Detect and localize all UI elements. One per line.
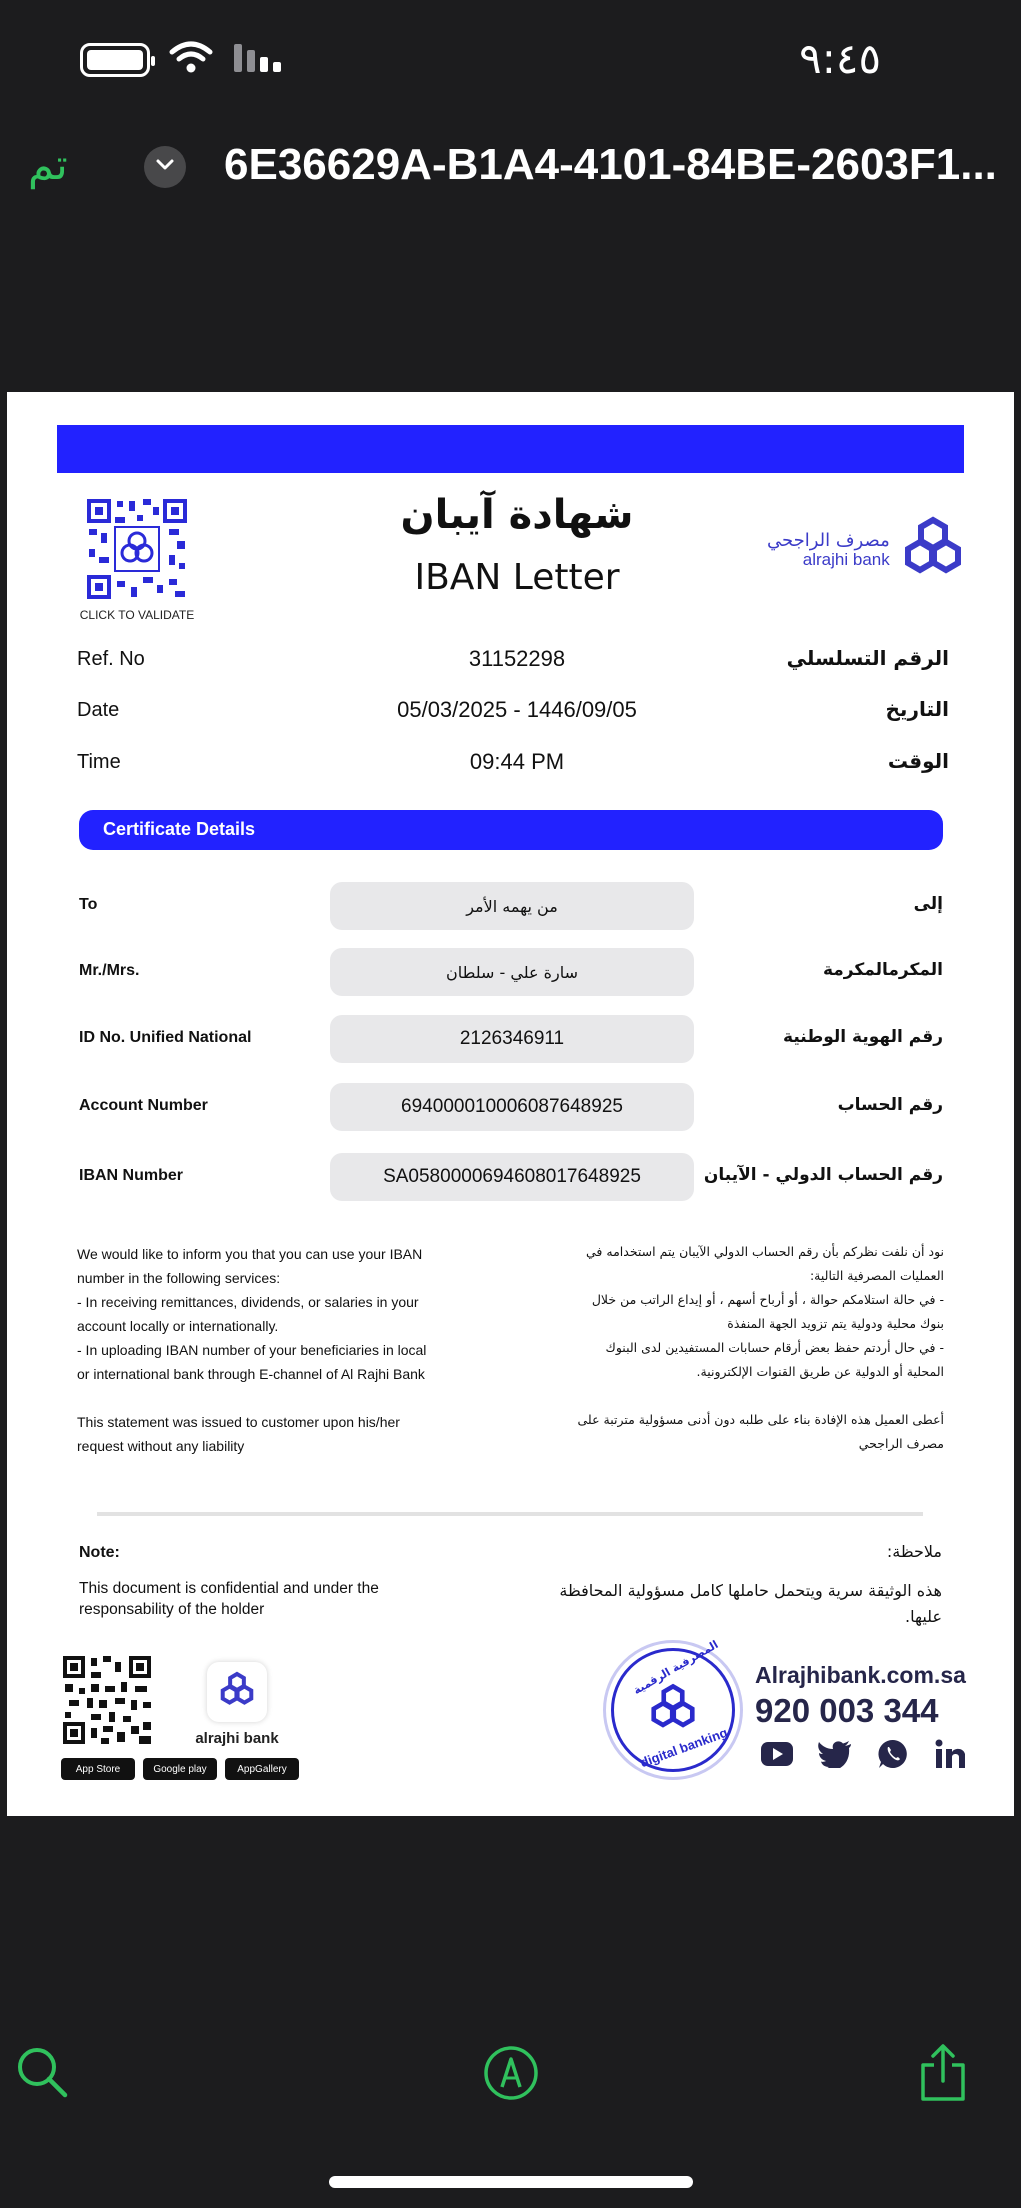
id-label-ar: رقم الهوية الوطنية bbox=[783, 1027, 943, 1047]
app-logo bbox=[207, 1662, 267, 1722]
markup-icon bbox=[483, 2045, 539, 2106]
id-value: 2126346911 bbox=[330, 1015, 694, 1063]
alrajhi-app-icon bbox=[217, 1671, 257, 1714]
date-label-en: Date bbox=[77, 699, 120, 721]
field-row-id bbox=[79, 1015, 943, 1065]
home-indicator[interactable] bbox=[329, 2176, 693, 2188]
twitter-icon bbox=[813, 1736, 857, 1772]
note-text-en: This document is confidential and under the responsability of the holder bbox=[79, 1580, 379, 1618]
to-label-en: To bbox=[79, 896, 98, 913]
info-arabic bbox=[574, 1240, 944, 1456]
alrajhi-logo-icon bbox=[898, 516, 968, 585]
field-row-name bbox=[79, 948, 943, 998]
ref-value: 31152298 bbox=[468, 646, 566, 671]
note-text-ar: هذه الوثيقة سرية ويتحمل حاملها كامل مسؤولية المحافظة عليها. bbox=[559, 1581, 942, 1626]
stamp-bottom-text: digital banking bbox=[638, 1724, 730, 1771]
meta-row-date bbox=[77, 693, 949, 733]
youtube-icon bbox=[755, 1736, 799, 1772]
nav-bar bbox=[0, 130, 1021, 210]
iban-label-en: IBAN Number bbox=[79, 1167, 184, 1184]
signal-icon bbox=[232, 40, 284, 79]
search-button[interactable] bbox=[8, 2040, 78, 2110]
iban-label-ar: رقم الحساب الدولي - الآيبان bbox=[703, 1165, 943, 1185]
to-value: من يهمه الأمر bbox=[330, 882, 694, 930]
app-store-badge: App Store bbox=[61, 1758, 135, 1780]
ref-label-ar: الرقم التسلسلي bbox=[786, 646, 949, 670]
status-icons bbox=[80, 40, 284, 79]
iban-value: SA0580000694608017648925 bbox=[330, 1153, 694, 1201]
app-gallery-badge: AppGallery bbox=[225, 1758, 299, 1780]
field-row-account bbox=[79, 1083, 943, 1133]
digital-banking-stamp bbox=[603, 1637, 743, 1780]
markup-button[interactable] bbox=[476, 2040, 546, 2110]
google-play-badge: Google play bbox=[143, 1758, 217, 1780]
field-row-iban bbox=[79, 1153, 943, 1203]
time-label-en: Time bbox=[77, 751, 121, 773]
name-label-ar: المكرمالمكرمة bbox=[822, 960, 943, 980]
info-ar-paragraph-2: أعطى العميل هذه الإفادة بناء على طلبه دون أدنى مسؤولية مترتبة على مصرف الراجحي bbox=[577, 1412, 944, 1451]
meta-row-time bbox=[77, 745, 949, 785]
bottom-toolbar bbox=[0, 2040, 1021, 2140]
wifi-icon bbox=[168, 40, 214, 79]
document-page bbox=[7, 392, 1014, 1816]
info-ar-paragraph-1: نود أن نلفت نظركم بأن رقم الحساب الدولي الآيبان يتم استخدامه في العمليات المصرفية التالية: - في حالة استلامكم حوالة ، أو أرباح أسهم ، أو إيداع الراتب من خلال بنوك محلية ودولية يتم تزويد الجهة المنفذة - في حال أردتم حفظ بعض أرقام حسابات المستفيدين لدى البنوك المحلية أو الدولية عن طريق القنوات الإلكترونية. bbox=[586, 1244, 944, 1379]
header-bar bbox=[57, 425, 964, 473]
click-to-validate-label[interactable]: CLICK TO VALIDATE bbox=[79, 608, 195, 622]
app-name: alrajhi bank bbox=[195, 1730, 279, 1747]
linkedin-icon bbox=[929, 1736, 973, 1772]
date-value: 05/03/2025 - 1446/09/05 bbox=[397, 697, 637, 722]
date-label-ar: التاريخ bbox=[885, 697, 949, 721]
info-en-paragraph-1: We would like to inform you that you can use your IBAN number in the following services: - In receiving remittances, dividends, or salaries in your account locally or internationally. - In uploading IBAN number of your beneficiaries in local or international bank through E-channel of Al Rajhi Bank bbox=[77, 1246, 427, 1382]
account-value: 694000010006087648925 bbox=[330, 1083, 694, 1131]
note-label-ar: ملاحظة: bbox=[886, 1542, 942, 1561]
to-label-ar: إلى bbox=[913, 894, 943, 914]
bank-logo-arabic: مصرف الراجحي bbox=[767, 530, 890, 552]
chevron-down-icon bbox=[155, 158, 175, 177]
info-english bbox=[77, 1242, 437, 1458]
time-value: 09:44 PM bbox=[469, 749, 565, 774]
search-icon bbox=[15, 2045, 71, 2106]
certificate-details-header: Certificate Details bbox=[79, 810, 943, 850]
divider bbox=[97, 1512, 923, 1516]
stamp-top-text: المصرفية الرقمية bbox=[631, 1637, 721, 1698]
whatsapp-icon bbox=[871, 1736, 915, 1772]
note-label-en: Note: bbox=[79, 1544, 120, 1561]
website-text: Alrajhibank.com.sa bbox=[755, 1662, 966, 1688]
validation-qr-code[interactable] bbox=[85, 497, 189, 606]
app-download-qr-code bbox=[61, 1654, 153, 1751]
document-title: 6E36629A-B1A4-4101-84BE-2603F1... bbox=[224, 140, 997, 189]
title-english: IBAN Letter bbox=[414, 557, 620, 598]
name-value: سارة علي - سلطان bbox=[330, 948, 694, 996]
account-label-ar: رقم الحساب bbox=[837, 1095, 943, 1115]
share-button[interactable] bbox=[908, 2040, 978, 2110]
title-menu-button[interactable] bbox=[144, 146, 186, 188]
time-label-ar: الوقت bbox=[887, 749, 949, 773]
ref-label-en: Ref. No bbox=[77, 648, 145, 670]
social-icons bbox=[755, 1736, 973, 1772]
battery-icon bbox=[80, 43, 150, 77]
stamp-logo-icon bbox=[646, 1683, 700, 1738]
field-row-to bbox=[79, 882, 943, 932]
status-bar bbox=[0, 0, 1021, 110]
id-label-en: ID No. Unified National bbox=[79, 1029, 252, 1046]
phone-number: 920 003 344 bbox=[755, 1692, 939, 1729]
done-button[interactable]: تم bbox=[28, 140, 68, 189]
status-time: ٩:٤٥ bbox=[799, 34, 881, 83]
store-badges bbox=[61, 1758, 299, 1780]
bank-logo-english: alrajhi bank bbox=[802, 550, 890, 570]
account-label-en: Account Number bbox=[79, 1097, 208, 1114]
name-label-en: Mr./Mrs. bbox=[79, 962, 140, 979]
title-arabic: شهادة آيبان bbox=[400, 492, 634, 538]
info-en-paragraph-2: This statement was issued to customer upon his/her request without any liability bbox=[77, 1414, 400, 1454]
share-icon bbox=[917, 2043, 969, 2108]
meta-row-ref bbox=[77, 642, 949, 682]
bank-logo bbox=[767, 516, 968, 585]
